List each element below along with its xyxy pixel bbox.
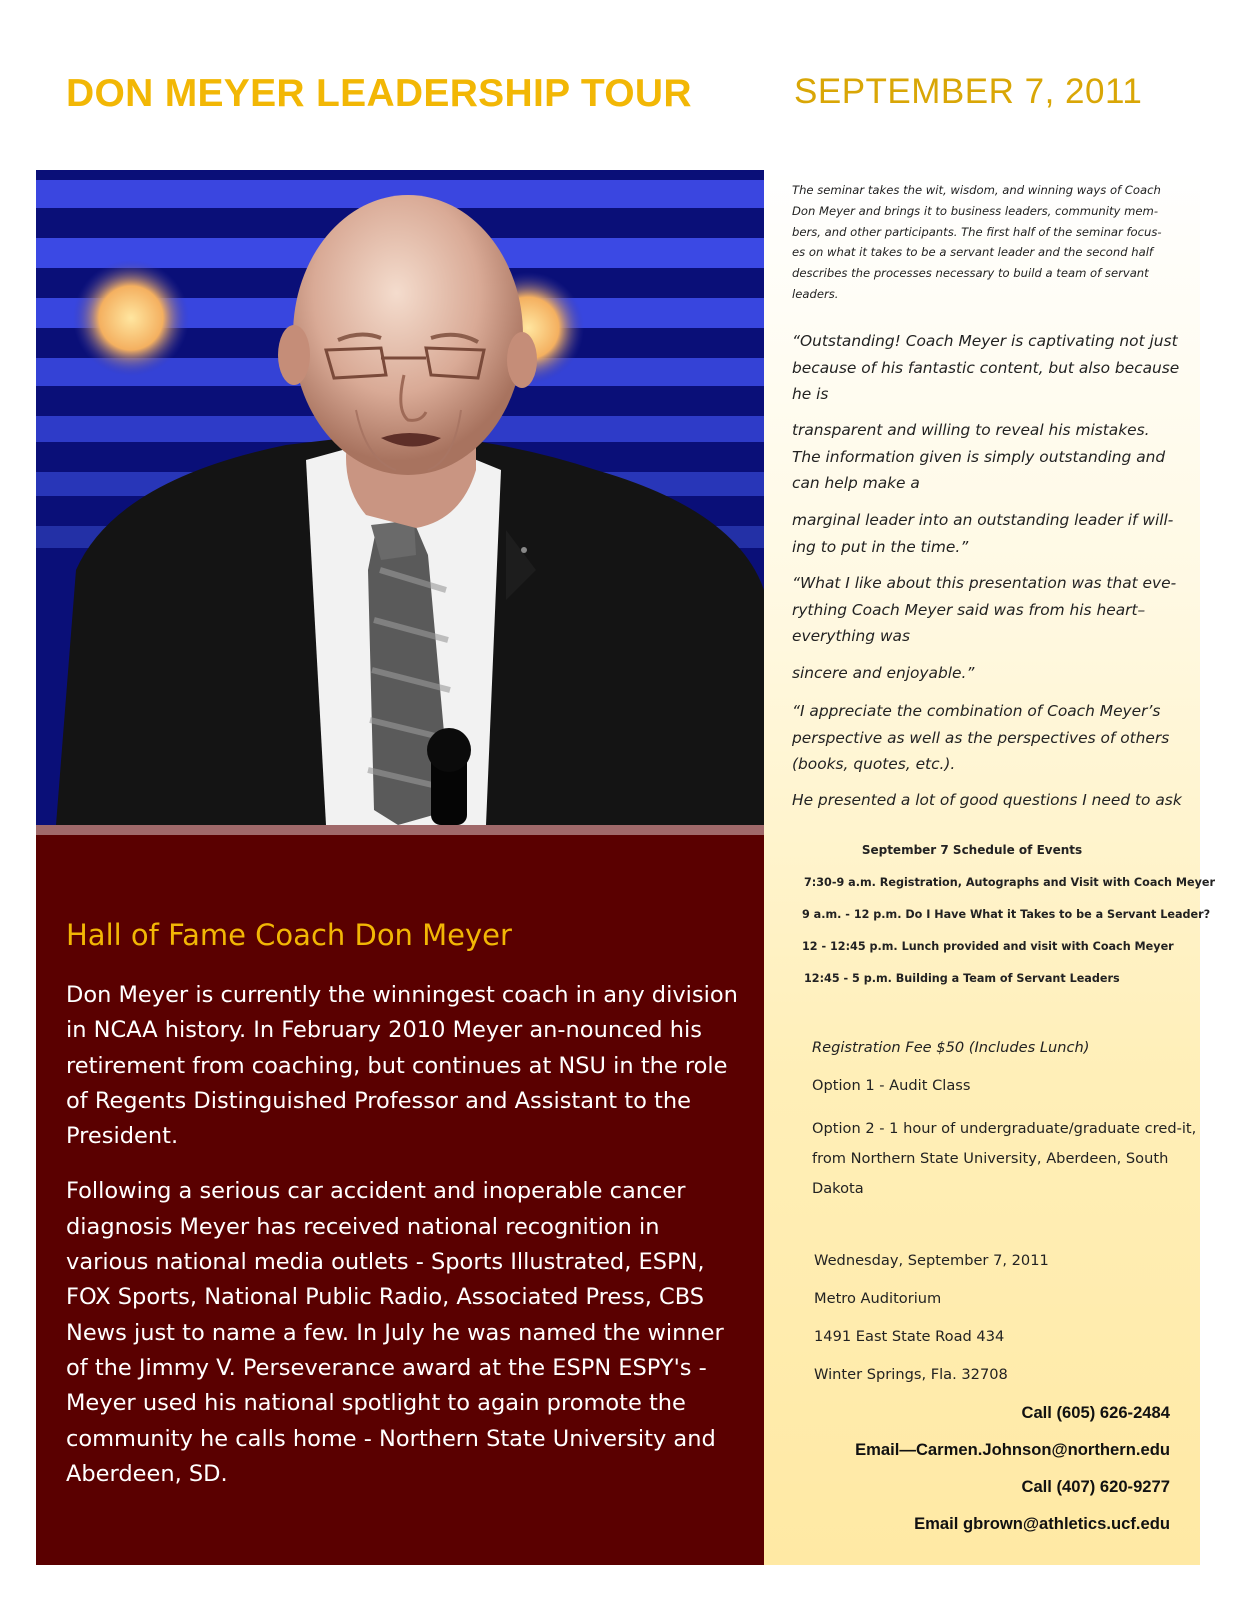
event-sidebar xyxy=(764,170,1215,1565)
testimonial-1b: transparent and willing to reveal his mistakes. The information given is simply outstanding and can help make a xyxy=(792,421,1166,492)
venue-date: Wednesday, September 7, 2011 xyxy=(814,1252,1049,1269)
venue-street: 1491 East State Road 434 xyxy=(814,1328,1005,1345)
registration-fee: Registration Fee $50 (Includes Lunch) xyxy=(812,1039,1090,1056)
speaker-illustration xyxy=(36,170,764,825)
testimonial-3a: “I appreciate the combination of Coach Meyer’s perspective as well as the perspectives of others (books, quotes, etc.). xyxy=(792,702,1170,773)
testimonial-3b: He presented a lot of good questions I need to ask xyxy=(792,791,1182,809)
testimonial-1a: “Outstanding! Coach Meyer is captivating not just because of his fantastic content, but also because he is xyxy=(792,332,1180,403)
registration-option-1: Option 1 - Audit Class xyxy=(812,1077,971,1094)
venue-place: Metro Auditorium xyxy=(814,1290,942,1307)
page-title: DON MEYER LEADERSHIP TOUR xyxy=(66,72,692,115)
photo-divider xyxy=(36,825,764,835)
venue-city: Winter Springs, Fla. 32708 xyxy=(814,1366,1008,1383)
contact-phone-1[interactable]: Call (605) 626-2484 xyxy=(1021,1403,1170,1422)
testimonial-2b: sincere and enjoyable.” xyxy=(792,664,975,682)
speaker-photo xyxy=(36,170,764,825)
registration-option-2: Option 2 - 1 hour of undergraduate/graduate cred-it, from Northern State University, Aberdeen, South Dakota xyxy=(812,1120,1197,1197)
event-date-heading: SEPTEMBER 7, 2011 xyxy=(794,72,1143,111)
contact-email-2[interactable]: Email gbrown@athletics.ucf.edu xyxy=(914,1514,1170,1533)
feature-heading: Hall of Fame Coach Don Meyer xyxy=(66,918,512,952)
feature-body xyxy=(66,978,746,1512)
contact-phone-2[interactable]: Call (407) 620-9277 xyxy=(1021,1477,1170,1496)
feature-paragraph-2: Following a serious car accident and inoperable cancer diagnosis Meyer has received national recognition in various national media outlets - Sports Illustrated, ESPN, FOX Sports, National Public Radio, Associated Press, CBS News just to name a few. In July he was named the winner of the Jimmy V. Perseverance award at the ESPN ESPY's - Meyer used his national spotlight to again promote the community he calls home - Northern State University and Aberdeen, SD. xyxy=(66,1178,724,1487)
testimonial-1c: marginal leader into an outstanding leader if will-ing to put in the time.” xyxy=(792,511,1174,556)
schedule-item-1: 7:30-9 a.m. Registration, Autographs and Visit with Coach Meyer xyxy=(804,876,1215,889)
seminar-intro: The seminar takes the wit, wisdom, and winning ways of Coach Don Meyer and brings it to business leaders, community mem-bers, and other participants. The first half of the seminar focus-es on what it takes to be a servant leader and the second half describes the processes necessary to build a team of servant leaders. xyxy=(792,183,1162,301)
feature-panel xyxy=(36,835,764,1565)
schedule-item-2: 9 a.m. - 12 p.m. Do I Have What it Takes to be a Servant Leader? xyxy=(802,908,1211,921)
feature-paragraph-1: Don Meyer is currently the winningest coach in any division in NCAA history. In February 2010 Meyer an-nounced his retirement from coaching, but continues at NSU in the role of Regents Distinguished Professor and Assistant to the President. xyxy=(66,982,738,1150)
schedule-item-4: 12:45 - 5 p.m. Building a Team of Servant Leaders xyxy=(804,972,1120,985)
testimonial-2a: “What I like about this presentation was that eve-rything Coach Meyer said was from his heart–everything was xyxy=(792,574,1177,645)
contact-email-1[interactable]: Email—Carmen.Johnson@northern.edu xyxy=(855,1440,1170,1459)
schedule-item-3: 12 - 12:45 p.m. Lunch provided and visit with Coach Meyer xyxy=(802,940,1174,953)
schedule-title: September 7 Schedule of Events xyxy=(861,843,1083,857)
